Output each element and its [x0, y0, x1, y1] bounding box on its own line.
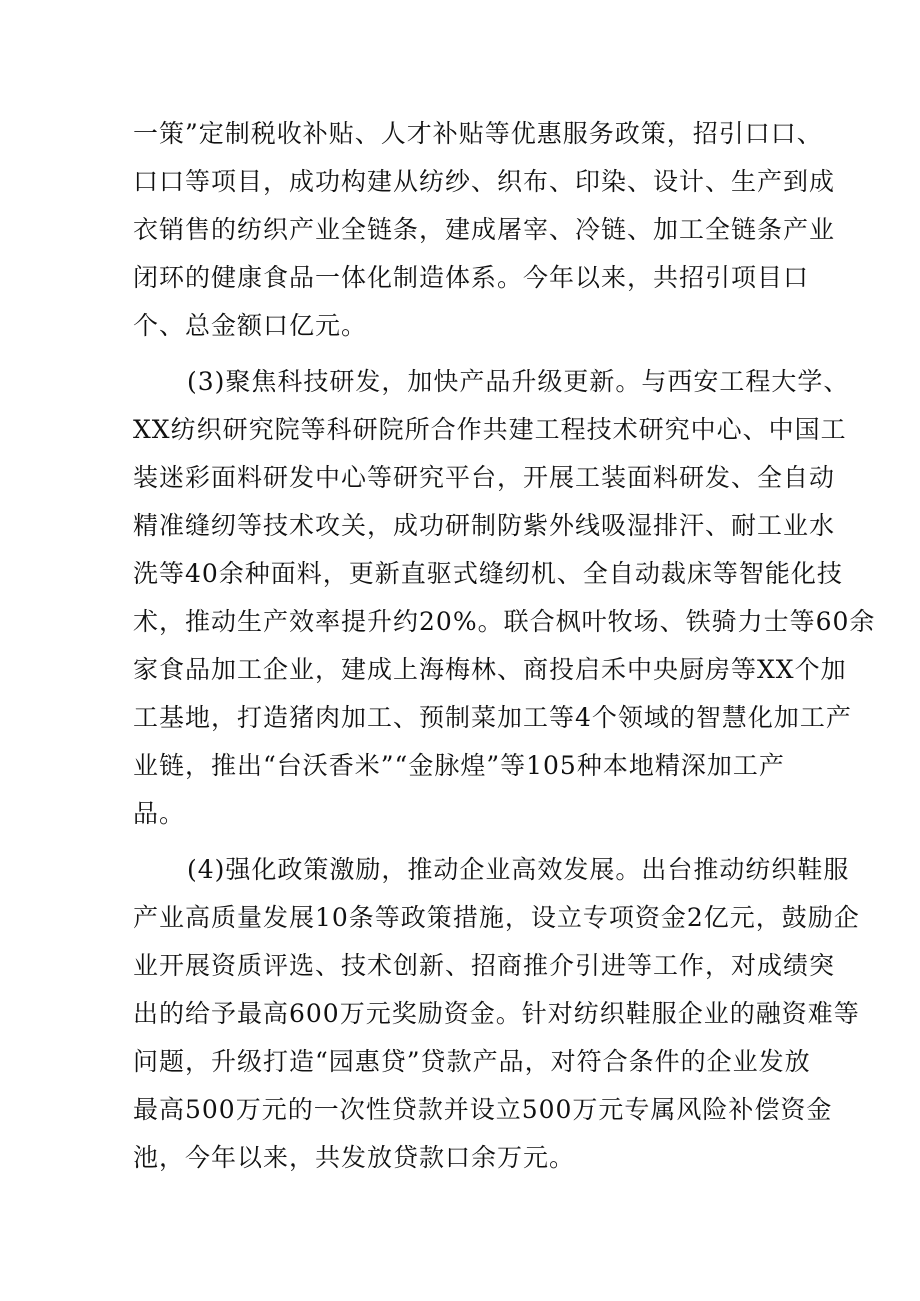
text-line: 业开展资质评选、技术创新、招商推介引进等工作，对成绩突: [133, 951, 836, 980]
text-line: 一策”定制税收补贴、人才补贴等优惠服务政策，招引口口、: [133, 119, 823, 148]
text-line: 业链，推出“台沃香米”“金脉煌”等105种本地精深加工产: [133, 751, 785, 780]
text-line: 产业高质量发展10条等政策措施，设立专项资金2亿元，鼓励企: [133, 903, 860, 932]
text-line: (3)聚焦科技研发，加快产品升级更新。与西安工程大学、: [187, 367, 850, 396]
text-line: 问题，升级打造“园惠贷”贷款产品，对符合条件的企业发放: [133, 1047, 811, 1076]
text-line: 工基地，打造猪肉加工、预制菜加工等4个领域的智慧化加工产: [133, 703, 852, 732]
text-line: 个、总金额口亿元。: [133, 311, 368, 340]
text-line: 口口等项目，成功构建从纺纱、织布、印染、设计、生产到成: [133, 167, 836, 196]
document-body: [133, 110, 876, 1182]
text-line: 出的给予最高600万元奖励资金。针对纺织鞋服企业的融资难等: [133, 999, 860, 1028]
text-line: 装迷彩面料研发中心等研究平台，开展工装面料研发、全自动: [133, 463, 836, 492]
text-line: 家食品加工企业，建成上海梅林、商投启禾中央厨房等XX个加: [133, 655, 847, 684]
text-line: 池，今年以来，共发放贷款口余万元。: [133, 1143, 576, 1172]
text-line: 精准缝纫等技术攻关，成功研制防紫外线吸湿排汗、耐工业水: [133, 511, 836, 540]
paragraph-3: [133, 846, 860, 1182]
paragraph-1: [133, 110, 836, 350]
text-line: 闭环的健康食品一体化制造体系。今年以来，共招引项目口: [133, 263, 810, 292]
text-line: 术，推动生产效率提升约20%。联合枫叶牧场、铁骑力士等60余: [133, 607, 876, 636]
paragraph-2: [133, 358, 876, 838]
text-line: 最高500万元的一次性贷款并设立500万元专属风险补偿资金: [133, 1095, 833, 1124]
text-line: 品。: [133, 799, 186, 828]
text-line: (4)强化政策激励，推动企业高效发展。出台推动纺织鞋服: [187, 855, 850, 884]
text-line: XX纺织研究院等科研院所合作共建工程技术研究中心、中国工: [133, 415, 847, 444]
text-line: 衣销售的纺织产业全链条，建成屠宰、冷链、加工全链条产业: [133, 215, 836, 244]
text-line: 洗等40余种面料，更新直驱式缝纫机、全自动裁床等智能化技: [133, 559, 843, 588]
